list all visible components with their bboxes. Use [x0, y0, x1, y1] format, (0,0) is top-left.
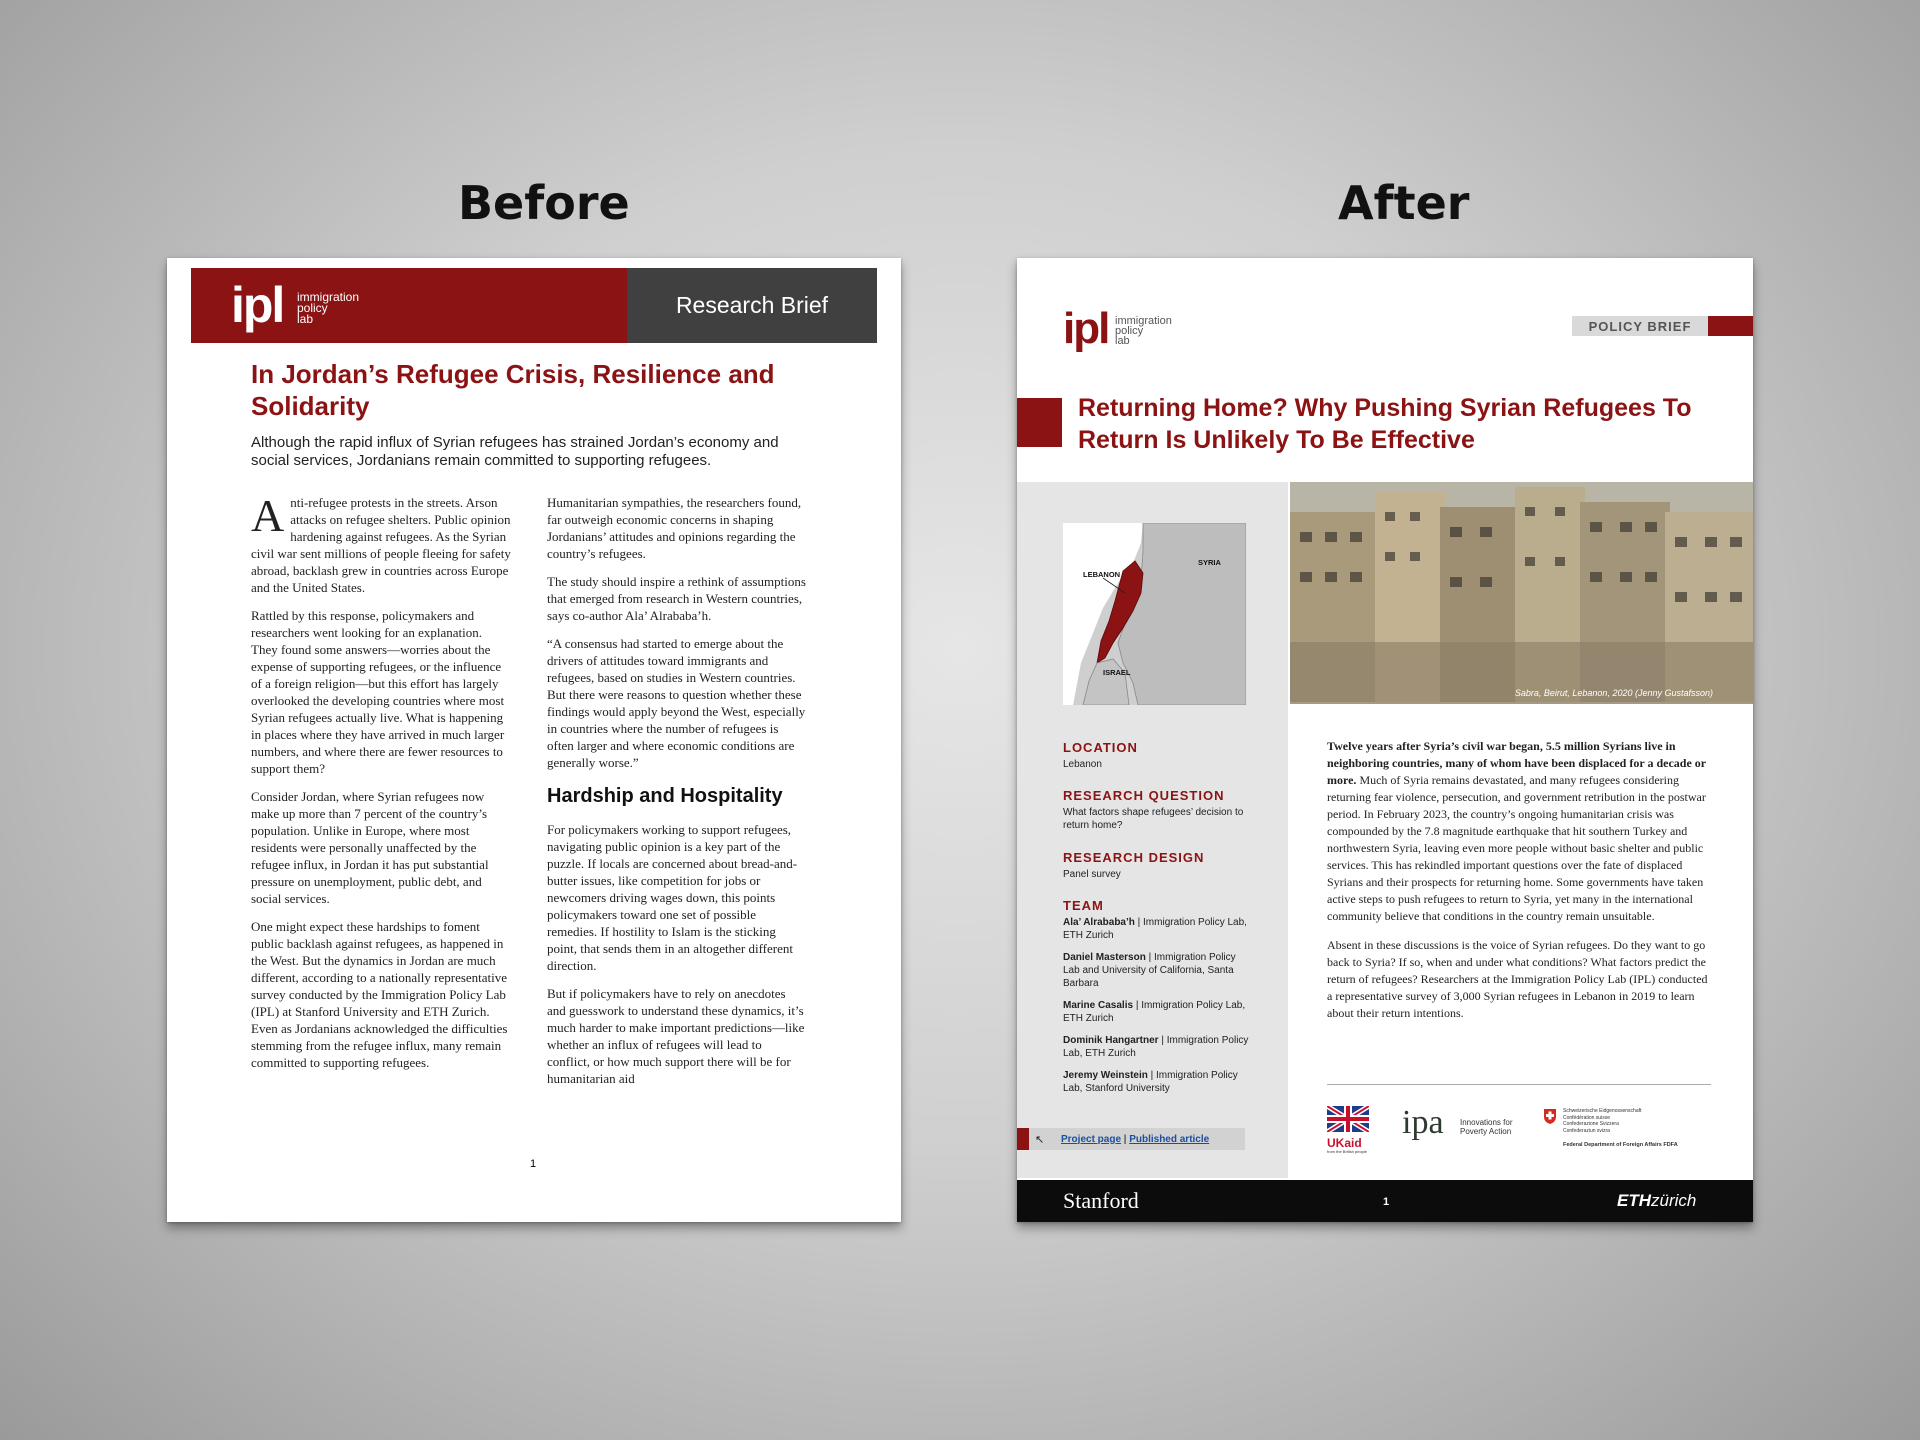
section-heading: Hardship and Hospitality — [547, 785, 783, 807]
logo-line: immigration — [297, 290, 360, 304]
research-brief-badge: Research Brief — [627, 268, 877, 343]
paragraph: The study should inspire a rethink of assumptions that emerged from research in Western countries, says co-author Ala’ Alrababa’h. — [547, 574, 806, 623]
ipl-logo-mark: ipl — [1063, 304, 1109, 353]
swiss-cross-icon — [1543, 1108, 1557, 1124]
map-label-lebanon: LEBANON — [1083, 570, 1121, 579]
logo-line: lab — [297, 312, 314, 326]
location-text: Lebanon — [1063, 759, 1102, 770]
ipa-logo — [1402, 1106, 1532, 1146]
team-member — [1063, 951, 1253, 990]
team-member-affiliation: | Immigration Policy Lab, ETH Zurich — [1063, 917, 1247, 941]
paragraph: “A consensus had started to emerge about the drivers of attitudes toward immigrants and refugees, based on studies in Western countries. But there were reasons to question whether these findings would apply beyond the West, especially in countries where the number of refugees is often larger and where economic conditions are generally worse.” — [547, 636, 806, 770]
swiss-department: Federal Department of Foreign Affairs FDFA — [1563, 1142, 1678, 1148]
before-column-1 — [251, 490, 511, 1082]
team-member — [1063, 916, 1253, 942]
team-member-name: Ala’ Alrababa’h — [1063, 917, 1135, 928]
before-label: Before — [458, 176, 630, 230]
logo-line: policy — [1115, 325, 1144, 337]
before-column-2 — [547, 494, 807, 1098]
ukaid-logo — [1327, 1106, 1369, 1154]
eth-mark: ETH — [1617, 1191, 1651, 1210]
team-member-affiliation: | Immigration Policy Lab, ETH Zurich — [1063, 1035, 1249, 1059]
research-design-heading: RESEARCH DESIGN — [1063, 850, 1205, 865]
ipl-logo — [191, 268, 627, 343]
page-number: 1 — [530, 1158, 537, 1170]
after-body — [1327, 738, 1711, 1034]
before-page — [167, 258, 901, 1222]
divider — [1327, 1084, 1711, 1085]
map-label-israel: ISRAEL — [1103, 668, 1131, 677]
team-member — [1063, 1069, 1253, 1095]
after-label: After — [1338, 176, 1470, 230]
ipl-logo-text — [1115, 316, 1172, 346]
ipl-logo-mark: ipl — [231, 277, 284, 333]
paragraph: For policymakers working to support refugees, navigating public opinion is a key part of the puzzle. If locals are concerned about bread-and-butter issues, like competition for jobs or newcomers driving wages down, this points policymakers toward one set of possible remedies. If hostility to Islam is the sticking point, that sends them in an altogether different direction. — [547, 822, 798, 973]
swiss-line: Confederaziun svizra — [1563, 1127, 1610, 1134]
logo-line: lab — [1115, 335, 1130, 347]
before-header — [191, 268, 877, 343]
link-separator: | — [1121, 1133, 1130, 1145]
location-heading: LOCATION — [1063, 740, 1138, 755]
ipa-text: Innovations for Poverty Action — [1460, 1118, 1513, 1136]
lead-bold: Twelve years after Syria’s civil war began, 5.5 million Syrians live in neighboring countries, many of whom have been displaced for a decade or more. — [1327, 739, 1706, 787]
swiss-line: Confédération suisse — [1563, 1114, 1610, 1121]
team-member-name: Daniel Masterson — [1063, 952, 1146, 963]
paragraph: Absent in these discussions is the voice of Syrian refugees. Do they want to go back to Syria? If so, when and under what conditions? What factors predict the return of refugees? Researchers at the Immigration Policy Lab (IPL) conducted a representative survey of 3,000 Syrian refugees in Lebanon in 2019 to learn about their return intentions. — [1327, 938, 1708, 1020]
before-subtitle: Although the rapid influx of Syrian refugees has strained Jordan’s economy and social services, Jordanians remain committed to supporting refugees. — [251, 434, 779, 469]
eth-rest: zürich — [1651, 1191, 1697, 1210]
team-heading: TEAM — [1063, 898, 1104, 913]
logo-line: immigration — [1115, 315, 1172, 327]
after-footer — [1017, 1180, 1753, 1222]
paragraph: Humanitarian sympathies, the researchers found, far outweigh economic concerns in shaping Jordanians’ attitudes and opinions regarding the country’s refugees. — [547, 495, 802, 561]
research-design-text: Panel survey — [1063, 869, 1121, 880]
links-bar — [1017, 1128, 1245, 1150]
uk-flag-icon — [1327, 1106, 1369, 1132]
after-page — [1017, 258, 1753, 1222]
policy-brief-badge: POLICY BRIEF — [1572, 316, 1708, 336]
research-question-text: What factors shape refugees’ decision to return home? — [1063, 807, 1244, 831]
swiss-fdfa-logo — [1543, 1108, 1683, 1152]
paragraph: Rattled by this response, policymakers and researchers went looking for an explanation. They found some answers—worries about the expense of supporting refugees, or the influence of a foreign religion—but this effort has largely overlooked the developing countries where most Syrian refugees actually live. What is happening in places where they have arrived in much larger numbers, and where there are fewer resources to support them? — [251, 608, 505, 776]
stanford-logo: Stanford — [1063, 1188, 1139, 1213]
paragraph: But if policymakers have to rely on anecdotes and guesswork to understand these dynamics, it’s much harder to make important predictions—like whether an influx of refugees will lead to conflict, or how much support there will be for humanitarian aid — [547, 986, 805, 1086]
team-member-affiliation: | Immigration Policy Lab, Stanford University — [1063, 1070, 1238, 1094]
ipl-logo-text — [297, 292, 359, 325]
ipa-mark: ipa — [1402, 1104, 1444, 1141]
title-accent-bar — [1017, 398, 1062, 447]
team-member-name: Marine Casalis — [1063, 1000, 1134, 1011]
swiss-line: Confederazione Svizzera — [1563, 1121, 1619, 1127]
ipl-logo — [1063, 304, 1183, 354]
team-list — [1063, 916, 1253, 1104]
lead-rest: Much of Syria remains devastated, and many refugees considering returning fear violence, persecution, and government retribution in the postwar period. In February 2023, the country’s ongoing humanitarian crisis was compounded by the 7.8 magnitude earthquake that hit southern Turkey and northwestern Syria, leaving even more people without basic shelter and public services. This has rekindled important questions over the fate of displaced Syrians and their prospects for returning home. Some governments have taken active steps to push refugees to return to Syria, yet many in the international community believe that conditions in the country remain unsuitable. — [1327, 773, 1706, 923]
swiss-lines — [1563, 1108, 1641, 1134]
team-member — [1063, 999, 1253, 1025]
team-member — [1063, 1034, 1253, 1060]
logo-line: policy — [297, 301, 328, 315]
project-page-link[interactable]: Project page — [1061, 1133, 1122, 1145]
ukaid-mark: UKaid — [1327, 1136, 1362, 1150]
paragraph: Consider Jordan, where Syrian refugees now make up more than 7 percent of the country’s population. Unlike in Europe, where most residents were personally unaffected by the refugee influx, in Jordan it has put substantial pressure on unemployment, public debt, and social services. — [251, 789, 489, 906]
links-accent — [1017, 1128, 1029, 1150]
badge-accent — [1708, 316, 1753, 336]
after-title: Returning Home? Why Pushing Syrian Refugees To Return Is Unlikely To Be Effective — [1078, 394, 1692, 454]
photo-illustration — [1290, 482, 1753, 704]
research-question-heading: RESEARCH QUESTION — [1063, 788, 1225, 803]
dropcap: A — [251, 490, 285, 541]
team-member-name: Jeremy Weinstein — [1063, 1070, 1148, 1081]
neighborhood-photo — [1290, 482, 1753, 704]
lebanon-map — [1063, 523, 1246, 705]
page-number: 1 — [1383, 1196, 1390, 1208]
published-article-link[interactable]: Published article — [1129, 1133, 1210, 1145]
paragraph: nti-refugee protests in the streets. Arson attacks on refugee shelters. Public opinion hardening against refugees. As the Syrian civil war sent millions of people fleeing for safety abroad, backlash grew in countries across Europe and the United States. — [251, 495, 511, 595]
team-member-affiliation: | Immigration Policy Lab and University of California, Santa Barbara — [1063, 952, 1236, 989]
team-member-affiliation: | Immigration Policy Lab, ETH Zurich — [1063, 1000, 1246, 1024]
team-member-name: Dominik Hangartner — [1063, 1035, 1159, 1046]
swiss-line: Schweizerische Eidgenossenschaft — [1563, 1108, 1642, 1114]
cursor-icon: ↖ — [1035, 1133, 1045, 1146]
map-label-syria: SYRIA — [1198, 558, 1221, 567]
before-title: In Jordan’s Refugee Crisis, Resilience and Solidarity — [251, 359, 775, 421]
photo-caption: Sabra, Beirut, Lebanon, 2020 (Jenny Gustafsson) — [1514, 688, 1713, 698]
paragraph: One might expect these hardships to foment public backlash against refugees, as happened in the West. But the dynamics in Jordan are much different, according to a nationally representative survey conducted by the Immigration Policy Lab (IPL) at Stanford University and ETH Zurich. Even as Jordanians acknowledged the difficulties stemming from the refugee influx, many remain committed to supporting refugees. — [251, 919, 508, 1070]
eth-zurich-logo — [1617, 1191, 1696, 1211]
ukaid-subtext: from the British people — [1327, 1149, 1368, 1154]
